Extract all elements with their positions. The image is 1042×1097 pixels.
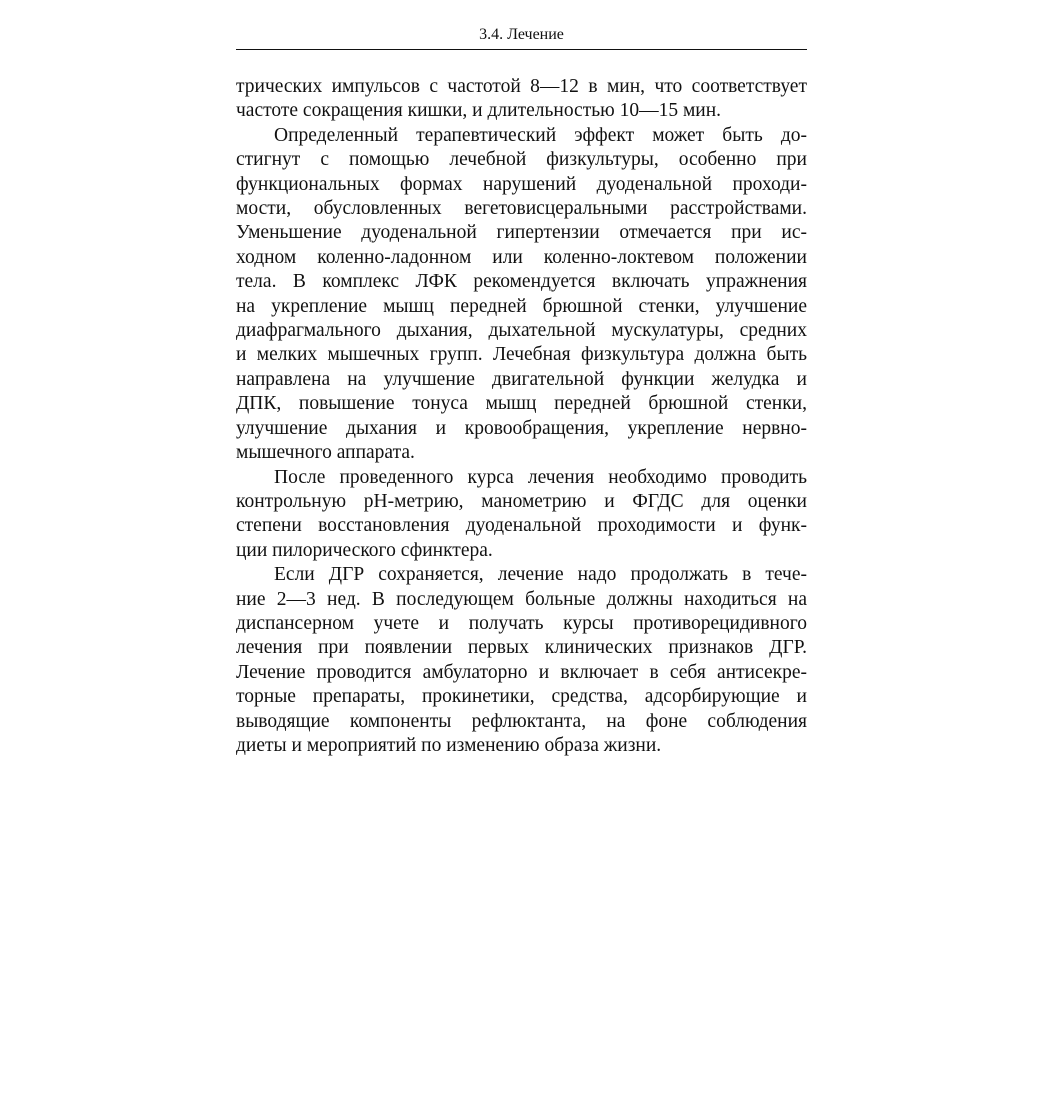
text-line: контрольную рН-метрию, манометрию и ФГДС для оценки	[236, 490, 807, 512]
text-line: степени восстановления дуоденальной проходимости и функ-	[236, 515, 807, 537]
text-line: частоте сокращения кишки, и длительностью 10—15 мин.	[236, 100, 722, 122]
text-line: ДПК, повышение тонуса мышц передней брюшной стенки,	[236, 393, 807, 415]
header-rule	[236, 49, 807, 50]
text-line: Определенный терапевтический эффект может быть до-	[274, 124, 807, 146]
text-line: тела. В комплекс ЛФК рекомендуется включать упражнения	[236, 271, 807, 293]
text-line: мышечного аппарата.	[236, 442, 415, 464]
text-line: После проведенного курса лечения необходимо проводить	[274, 466, 807, 488]
text-line: на укрепление мышц передней брюшной стенки, улучшение	[236, 295, 807, 317]
text-line: Лечение проводится амбулаторно и включает в себя антисекре-	[236, 661, 807, 683]
paragraph	[236, 75, 807, 124]
text-line: направлена на улучшение двигательной функции желудка и	[236, 368, 807, 390]
text-line: трических импульсов с частотой 8—12 в мин, что соответствует	[236, 76, 807, 97]
text-line: и мелких мышечных групп. Лечебная физкультура должна быть	[236, 344, 807, 366]
paragraph	[236, 124, 807, 466]
text-line: диафрагмального дыхания, дыхательной мускулатуры, средних	[236, 320, 807, 342]
text-line: функциональных формах нарушений дуоденальной проходи-	[236, 173, 807, 195]
text-line: Уменьшение дуоденальной гипертензии отмечается при ис-	[236, 222, 807, 244]
text-line: стигнут с помощью лечебной физкультуры, особенно при	[236, 149, 807, 171]
text-line: лечения при появлении первых клинических признаков ДГР.	[236, 637, 807, 659]
text-line: ходном коленно-ладонном или коленно-локтевом положении	[236, 246, 807, 268]
text-line: диспансерном учете и получать курсы противорецидивного	[236, 612, 807, 634]
text-line: выводящие компоненты рефлюктанта, на фоне соблюдения	[236, 710, 807, 732]
text-line: мости, обусловленных вегетовисцеральными расстройствами.	[236, 198, 807, 220]
text-line: ции пилорического сфинктера.	[236, 539, 493, 561]
text-line: торные препараты, прокинетики, средства, адсорбирующие и	[236, 686, 807, 708]
text-line: ние 2—3 нед. В последующем больные должны находиться на	[236, 588, 807, 610]
body-text	[236, 75, 807, 758]
paragraph	[236, 466, 807, 564]
running-head: 3.4. Лечение	[479, 26, 564, 43]
text-line: Если ДГР сохраняется, лечение надо продолжать в тече-	[274, 564, 807, 586]
text-line: диеты и мероприятий по изменению образа жизни.	[236, 734, 662, 756]
text-line: улучшение дыхания и кровообращения, укрепление нервно-	[236, 417, 807, 439]
paragraph	[236, 563, 807, 758]
